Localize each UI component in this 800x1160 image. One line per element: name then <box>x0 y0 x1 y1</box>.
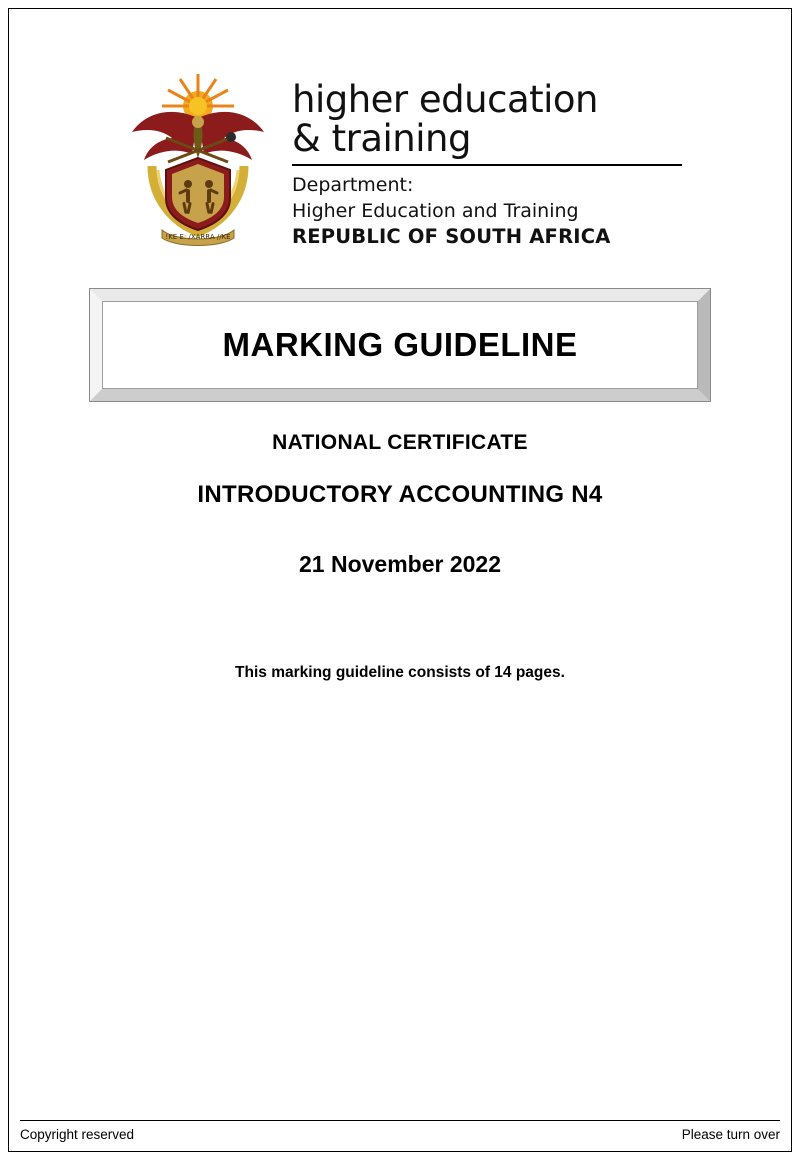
page-footer <box>20 1120 780 1142</box>
brand-line-2: & training <box>292 117 471 161</box>
south-africa-coat-of-arms-icon <box>118 66 278 251</box>
exam-date: 21 November 2022 <box>298 551 501 577</box>
subject-name: INTRODUCTORY ACCOUNTING N4 <box>197 481 603 508</box>
title-plate-wrapper <box>20 289 780 401</box>
brand-line-1: higher education <box>292 78 598 121</box>
wordmark-divider <box>292 164 682 166</box>
page-title: MARKING GUIDELINE <box>222 326 578 363</box>
department-wordmark <box>292 66 682 250</box>
footer-copyright: Copyright reserved <box>20 1127 135 1142</box>
certificate-name: NATIONAL CERTIFICATE <box>272 431 528 454</box>
page-content <box>20 20 780 1140</box>
title-plate <box>90 289 710 401</box>
page-count-note: This marking guideline consists of 14 pages. <box>235 664 565 681</box>
department-label: Department: <box>292 174 414 197</box>
letterhead <box>20 20 780 251</box>
svg-text:!KE E: /XARRA //KE: !KE E: /XARRA //KE <box>165 233 231 241</box>
department-name: Higher Education and Training <box>292 199 579 222</box>
country-name: REPUBLIC OF SOUTH AFRICA <box>292 224 611 248</box>
footer-turn-over: Please turn over <box>681 1127 780 1142</box>
exam-details <box>20 431 780 682</box>
